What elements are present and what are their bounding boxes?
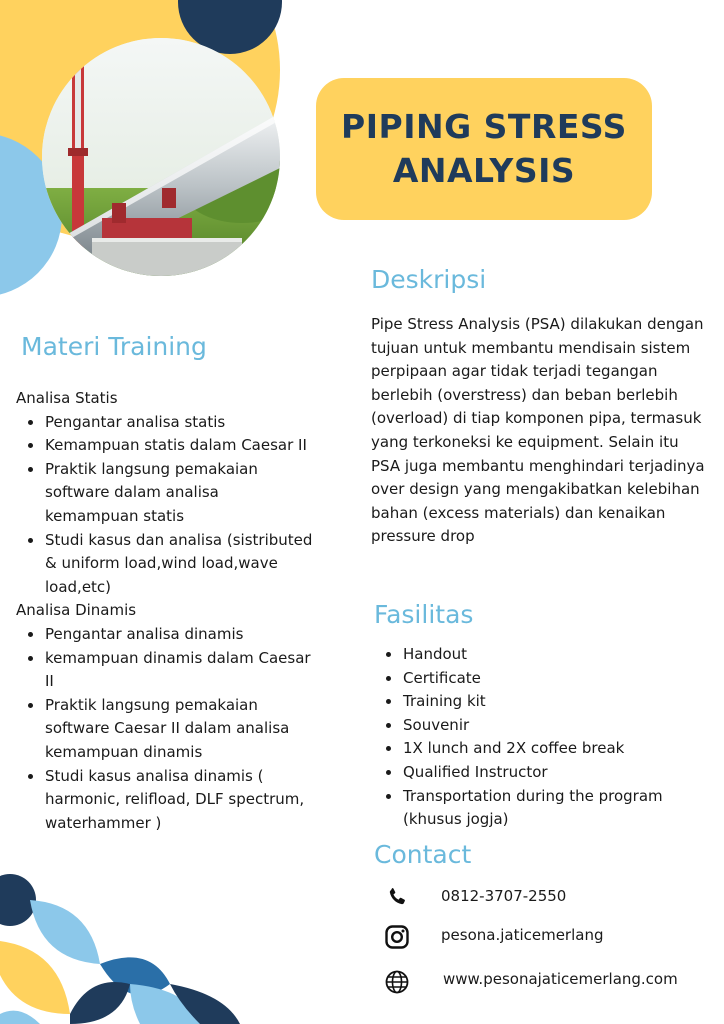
list-item: Pengantar analisa statis bbox=[45, 411, 316, 435]
contact-heading: Contact bbox=[374, 840, 472, 869]
group-label-statis: Analisa Statis bbox=[16, 389, 118, 407]
leaf-light-blue-corner bbox=[0, 1011, 40, 1024]
list-item: 1X lunch and 2X coffee break bbox=[403, 737, 674, 761]
pipeline-photo bbox=[42, 38, 280, 276]
deskripsi-heading: Deskripsi bbox=[371, 265, 487, 294]
title-line-2: ANALYSIS bbox=[392, 151, 576, 190]
fasilitas-heading: Fasilitas bbox=[374, 600, 474, 629]
navy-dot bbox=[0, 874, 36, 926]
globe-icon bbox=[382, 967, 412, 997]
phone-icon bbox=[382, 882, 412, 912]
deskripsi-text: Pipe Stress Analysis (PSA) dilakukan dengan tujuan untuk membantu mendisain sistem perpipaan agar tidak terjadi tegangan berlebih (overstress) dan beban berlebih (overload) di tiap komponen pipa, termasuk yang terkoneksi ke equipment. Selain itu PSA juga membantu menghindari terjadinya over design yang mengakibatkan kelebihan bahan (excess materials) dan kenaikan pressure drop bbox=[371, 315, 705, 546]
list-item: Transportation during the program (khusus jogja) bbox=[403, 785, 674, 832]
instagram-icon bbox=[382, 922, 412, 952]
statis-list bbox=[16, 411, 316, 600]
leaf-light-blue-top bbox=[30, 900, 100, 964]
pipeline-icon bbox=[42, 38, 280, 276]
group-label-dinamis: Analisa Dinamis bbox=[16, 601, 137, 620]
list-item: Studi kasus dan analisa (sistributed & uniform load,wind load,wave load,etc) bbox=[45, 529, 316, 600]
page-title bbox=[341, 105, 627, 193]
contact-instagram bbox=[382, 922, 412, 952]
list-item: Studi kasus analisa dinamis ( harmonic, relifload, DLF spectrum, waterhammer ) bbox=[45, 765, 316, 836]
list-item: kemampuan dinamis dalam Caesar II bbox=[45, 647, 316, 694]
contact-website bbox=[382, 967, 412, 997]
list-item: Praktik langsung pemakaian software dalam analisa kemampuan statis bbox=[45, 458, 316, 529]
fasilitas-items bbox=[374, 643, 674, 832]
list-item: Qualified Instructor bbox=[403, 761, 674, 785]
bottom-left-decoration bbox=[0, 864, 250, 1024]
list-item: Kemampuan statis dalam Caesar II bbox=[45, 434, 316, 458]
list-item: Handout bbox=[403, 643, 674, 667]
phone-number[interactable]: 0812-3707-2550 bbox=[441, 887, 567, 905]
title-line-1: PIPING STRESS bbox=[341, 107, 627, 146]
list-item: Praktik langsung pemakaian software Caesar II dalam analisa kemampuan dinamis bbox=[45, 694, 316, 765]
list-item: Pengantar analisa dinamis bbox=[45, 623, 316, 647]
materi-heading: Materi Training bbox=[21, 332, 207, 361]
leaf-navy bbox=[70, 982, 130, 1024]
list-item: Souvenir bbox=[403, 714, 674, 738]
materi-list bbox=[16, 387, 316, 835]
fasilitas-list bbox=[374, 643, 674, 832]
website-link[interactable]: www.pesonajaticemerlang.com bbox=[443, 970, 678, 988]
list-item: Certificate bbox=[403, 667, 674, 691]
instagram-handle[interactable]: pesona.jaticemerlang bbox=[441, 926, 604, 944]
title-banner bbox=[316, 78, 652, 220]
dinamis-list bbox=[16, 623, 316, 835]
contact-phone bbox=[382, 882, 412, 912]
list-item: Training kit bbox=[403, 690, 674, 714]
